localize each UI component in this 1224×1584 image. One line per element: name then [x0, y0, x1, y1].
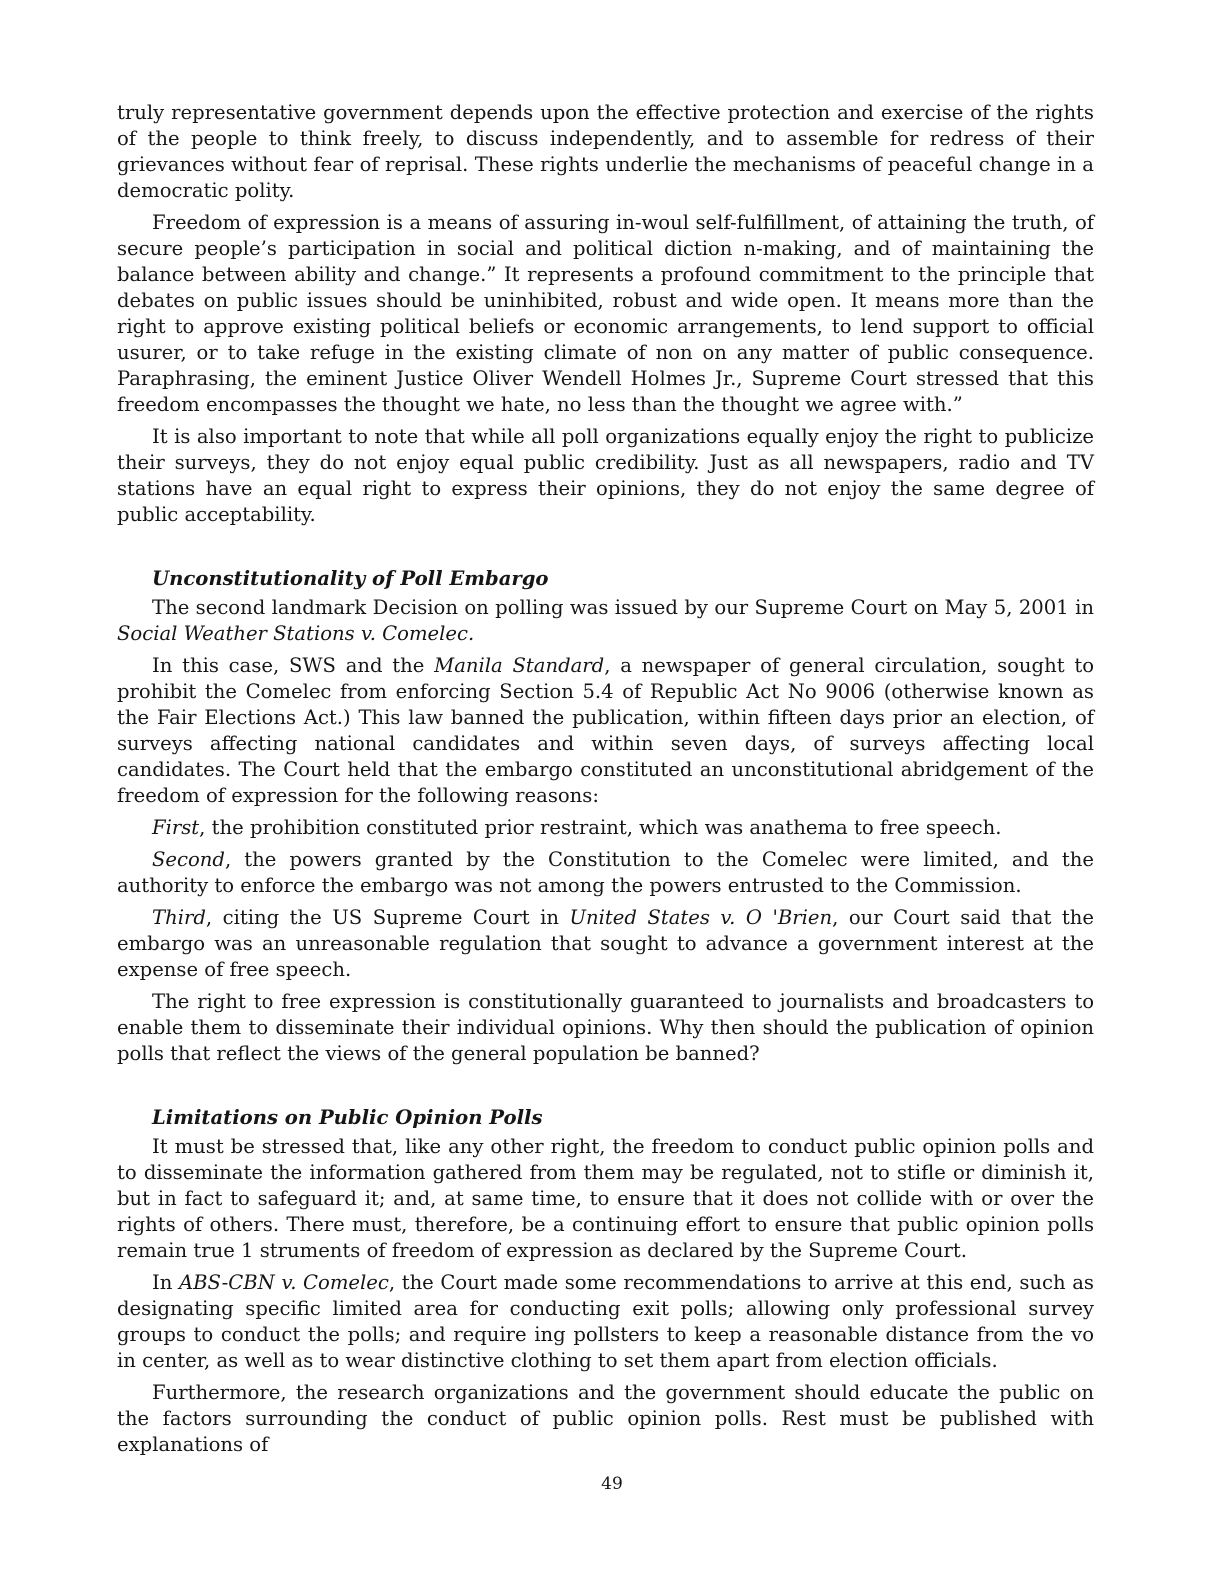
sws-text-b: , a newspaper of general circulation, sought to prohibit the Comelec from enforcing Section 5.4 of Republic Act No 9006 (otherwise known as the Fair Elections Act.) This law banned the publication, within fifteen days prior an election, of surveys affecting national candidates and within seven days, of surveys affecting local candidates. The Court held that the embargo constituted an unconstitutional abridgement of the freedom of expression for the following reasons: [117, 654, 1094, 807]
paragraph-educate-public: Furthermore, the research organizations and the government should educate the public on the factors surrounding the conduct of public opinion polls. Rest must be published with explanations of [117, 1381, 1094, 1456]
paragraph-second-reason [117, 847, 1094, 899]
paragraph-landmark-decision [117, 595, 1094, 647]
abs-text-b: , the Court made some recommendations to arrive at this end, such as designating specific limited area for conducting exit polls; allowing only professional survey groups to conduct the polls; and require ing pollsters to keep a reasonable distance from the vo in center, as well as to wear distinctive clothing to set them apart from election officials. [117, 1271, 1094, 1372]
heading-poll-limitations: Limitations on Public Opinion Polls [152, 1106, 543, 1129]
third-label: Third [152, 906, 206, 929]
first-text: , the prohibition constituted prior restraint, which was anathema to free speech. [199, 816, 1002, 839]
newspaper-name: Manila Standard [434, 654, 605, 677]
first-label: First [152, 816, 200, 839]
paragraph-representative-government: truly representative government depends upon the effective protection and exercise of the rights of the people to think freely, to discuss independently, and to assemble for redress of their grievances without fear of reprisal. These rights underlie the mechanisms of peaceful change in a democratic polity. [117, 101, 1094, 202]
case-name-abs-cbn: ABS-CBN v. Comelec [178, 1271, 389, 1294]
paragraph-poll-credibility: It is also important to note that while all poll organizations equally enjoy the right to publicize their surveys, they do not enjoy equal public credibility. Just as all newspapers, radio and TV stations have an equal right to express their opinions, they do not enjoy the same degree of public acceptability. [117, 425, 1094, 526]
paragraph-regulation: It must be stressed that, like any other right, the freedom to conduct public opinion polls and to disseminate the information gathered from them may be regulated, not to stifle or diminish it, but in fact to safeguard it; and, at same time, to ensure that it does not collide with or over the rights of others. There must, therefore, be a continuing effort to ensure that public opinion polls remain true 1 struments of freedom of expression as declared by the Supreme Court. [117, 1135, 1094, 1262]
second-text: , the powers granted by the Constitution to the Comelec were limited, and the authority to enforce the embargo was not among the powers entrusted to the Commission. [117, 848, 1094, 897]
paragraph-freedom-of-expression: Freedom of expression is a means of assuring in-woul self-fulfillment, of attaining the truth, of secure people’s participation in social and political diction n-making, and of maintaining the balance between ability and change.” It represents a profound commitment to the principle that debates on public issues should be uninhibited, robust and wide open. It means more than the right to approve existing political beliefs or economic arrangements, to lend support to official usurer, or to take refuge in the existing climate of non on any matter of public consequence. Paraphrasing, the eminent Justice Oliver Wendell Holmes Jr., Supreme Court stressed that this freedom encompasses the thought we hate, no less than the thought we agree with.” [117, 211, 1094, 416]
third-text-a: , citing the US Supreme Court in [205, 906, 570, 929]
sws-text-a: In this case, SWS and the [152, 654, 435, 677]
document-page [117, 100, 1094, 1464]
third-text-b: , our Court said that the embargo was an unreasonable regulation that sought to advance a government interest at the expense of free speech. [117, 906, 1095, 981]
paragraph-first-reason [117, 815, 1094, 841]
heading-poll-embargo: Unconstitutionality of Poll Embargo [152, 567, 549, 590]
page-number: 49 [601, 1474, 623, 1494]
paragraph-abs-cbn [117, 1270, 1094, 1374]
abs-text-a: In [152, 1271, 179, 1294]
paragraph-third-reason [117, 905, 1094, 983]
paragraph-free-expression: The right to free expression is constitutionally guaranteed to journalists and broadcasters to enable them to disseminate their individual opinions. Why then should the publication of opinion polls that reflect the views of the general population be banned? [117, 990, 1094, 1065]
case-name-obrien: United States v. O 'Brien [569, 906, 833, 929]
second-label: Second [152, 848, 225, 871]
landmark-text: The second landmark Decision on polling was issued by our Supreme Court on May 5, 2001 in [152, 596, 1094, 619]
case-name-sws: Social Weather Stations v. Comelec. [117, 622, 475, 645]
paragraph-sws-case [117, 653, 1094, 809]
